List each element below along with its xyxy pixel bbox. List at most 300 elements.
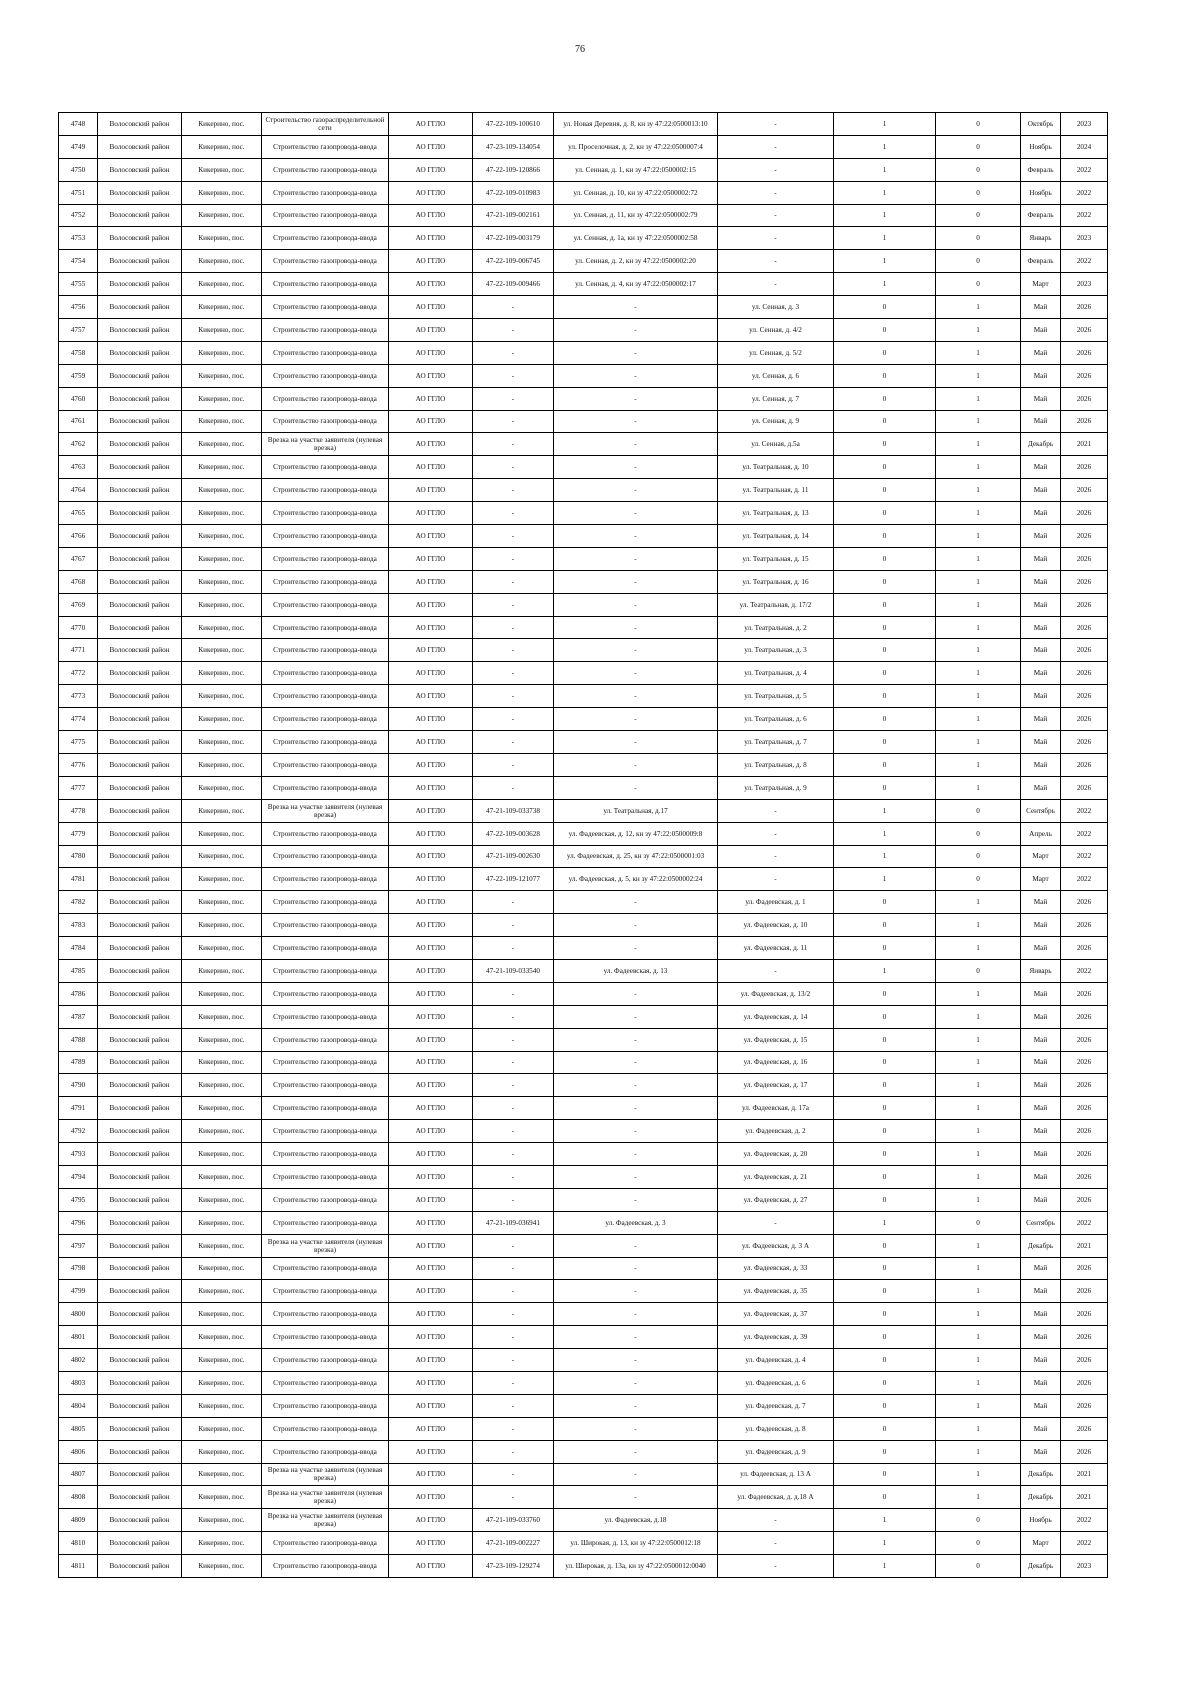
- cell-row-number: 4800: [59, 1303, 98, 1326]
- cell-planned-address: ул. Фадеевская, д. 2: [718, 1120, 834, 1143]
- cell-row-number: 4761: [59, 410, 98, 433]
- table-row: [59, 731, 1108, 754]
- cell-month: Май: [1021, 1188, 1061, 1211]
- cell-locality: Кикерино, пос.: [182, 1326, 262, 1349]
- cell-flag-done: 1: [834, 113, 936, 136]
- cell-organization: АО ГГЛО: [389, 799, 473, 822]
- table-row: [59, 1303, 1108, 1326]
- cell-flag-done: 0: [834, 982, 936, 1005]
- cell-planned-address: -: [718, 845, 834, 868]
- cell-year: 2026: [1061, 1394, 1108, 1417]
- cell-work-type: Строительство газопровода-ввода: [262, 662, 389, 685]
- cell-flag-done: 1: [834, 181, 936, 204]
- cell-district: Волосовский район: [98, 731, 182, 754]
- cell-planned-address: ул. Театральная, д. 16: [718, 570, 834, 593]
- cell-month: Май: [1021, 685, 1061, 708]
- cell-planned-address: -: [718, 204, 834, 227]
- cell-work-type: Строительство газопровода-ввода: [262, 1349, 389, 1372]
- cell-applicant-address: ул. Широкая, д. 13, кн зу 47:22:0500012:18: [554, 1532, 718, 1555]
- cell-month: Май: [1021, 547, 1061, 570]
- cell-planned-address: ул. Фадеевская, д. 10: [718, 914, 834, 937]
- cell-locality: Кикерино, пос.: [182, 776, 262, 799]
- cell-year: 2026: [1061, 1440, 1108, 1463]
- cell-row-number: 4775: [59, 731, 98, 754]
- table-row: [59, 1326, 1108, 1349]
- cell-flag-done: 0: [834, 1417, 936, 1440]
- cell-year: 2026: [1061, 891, 1108, 914]
- cell-year: 2026: [1061, 364, 1108, 387]
- cell-work-type: Строительство газопровода-ввода: [262, 708, 389, 731]
- cell-tu-number: -: [473, 387, 554, 410]
- cell-organization: АО ГГЛО: [389, 845, 473, 868]
- cell-district: Волосовский район: [98, 479, 182, 502]
- cell-flag-done: 0: [834, 776, 936, 799]
- table-row: [59, 1463, 1108, 1486]
- cell-month: Май: [1021, 593, 1061, 616]
- cell-row-number: 4756: [59, 296, 98, 319]
- cell-year: 2026: [1061, 937, 1108, 960]
- cell-organization: АО ГГЛО: [389, 181, 473, 204]
- cell-organization: АО ГГЛО: [389, 1303, 473, 1326]
- cell-flag-planned: 1: [936, 1417, 1021, 1440]
- cell-flag-done: 0: [834, 937, 936, 960]
- cell-applicant-address: ул. Сенная, д. 1а, кн зу 47:22:0500002:58: [554, 227, 718, 250]
- cell-flag-done: 0: [834, 616, 936, 639]
- cell-month: Май: [1021, 982, 1061, 1005]
- cell-month: Март: [1021, 1532, 1061, 1555]
- cell-organization: АО ГГЛО: [389, 959, 473, 982]
- table-row: [59, 135, 1108, 158]
- table-row: [59, 1349, 1108, 1372]
- cell-year: 2026: [1061, 319, 1108, 342]
- cell-planned-address: -: [718, 250, 834, 273]
- cell-flag-planned: 1: [936, 891, 1021, 914]
- cell-tu-number: -: [473, 341, 554, 364]
- cell-row-number: 4811: [59, 1555, 98, 1578]
- cell-applicant-address: ул. Новая Деревня, д. 8, кн зу 47:22:0500013:10: [554, 113, 718, 136]
- cell-applicant-address: -: [554, 1463, 718, 1486]
- cell-organization: АО ГГЛО: [389, 593, 473, 616]
- cell-month: Май: [1021, 1394, 1061, 1417]
- cell-organization: АО ГГЛО: [389, 364, 473, 387]
- cell-flag-done: 0: [834, 1326, 936, 1349]
- cell-row-number: 4799: [59, 1280, 98, 1303]
- cell-tu-number: -: [473, 1120, 554, 1143]
- table-row: [59, 914, 1108, 937]
- cell-work-type: Строительство газопровода-ввода: [262, 158, 389, 181]
- cell-organization: АО ГГЛО: [389, 1555, 473, 1578]
- cell-tu-number: -: [473, 1165, 554, 1188]
- cell-row-number: 4795: [59, 1188, 98, 1211]
- cell-year: 2022: [1061, 204, 1108, 227]
- cell-month: Май: [1021, 662, 1061, 685]
- cell-planned-address: -: [718, 868, 834, 891]
- cell-organization: АО ГГЛО: [389, 937, 473, 960]
- cell-tu-number: -: [473, 502, 554, 525]
- cell-flag-planned: 1: [936, 410, 1021, 433]
- table-row: [59, 1074, 1108, 1097]
- cell-flag-done: 1: [834, 158, 936, 181]
- cell-planned-address: ул. Фадеевская, д. 8: [718, 1417, 834, 1440]
- cell-organization: АО ГГЛО: [389, 456, 473, 479]
- cell-work-type: Строительство газопровода-ввода: [262, 914, 389, 937]
- cell-year: 2026: [1061, 914, 1108, 937]
- cell-applicant-address: -: [554, 937, 718, 960]
- cell-month: Май: [1021, 456, 1061, 479]
- cell-planned-address: -: [718, 1532, 834, 1555]
- cell-row-number: 4794: [59, 1165, 98, 1188]
- table-row: [59, 341, 1108, 364]
- table-row: [59, 1165, 1108, 1188]
- cell-row-number: 4750: [59, 158, 98, 181]
- cell-year: 2026: [1061, 341, 1108, 364]
- cell-planned-address: ул. Фадеевская, д. 16: [718, 1051, 834, 1074]
- cell-flag-planned: 1: [936, 319, 1021, 342]
- cell-tu-number: -: [473, 319, 554, 342]
- cell-applicant-address: ул. Проселочная, д. 2, кн зу 47:22:0500007:4: [554, 135, 718, 158]
- page-number: 76: [575, 44, 585, 55]
- cell-row-number: 4769: [59, 593, 98, 616]
- cell-year: 2026: [1061, 1188, 1108, 1211]
- cell-flag-done: 1: [834, 204, 936, 227]
- cell-flag-done: 0: [834, 296, 936, 319]
- cell-planned-address: -: [718, 135, 834, 158]
- cell-row-number: 4804: [59, 1394, 98, 1417]
- table-row: [59, 616, 1108, 639]
- table-row: [59, 799, 1108, 822]
- cell-month: Май: [1021, 1051, 1061, 1074]
- table-row: [59, 433, 1108, 456]
- cell-tu-number: -: [473, 731, 554, 754]
- cell-work-type: Строительство газопровода-ввода: [262, 776, 389, 799]
- cell-planned-address: ул. Сенная, д. 6: [718, 364, 834, 387]
- cell-tu-number: -: [473, 685, 554, 708]
- cell-row-number: 4766: [59, 525, 98, 548]
- cell-applicant-address: -: [554, 570, 718, 593]
- table-row: [59, 319, 1108, 342]
- table-row: [59, 1211, 1108, 1234]
- cell-organization: АО ГГЛО: [389, 1371, 473, 1394]
- cell-applicant-address: -: [554, 1486, 718, 1509]
- cell-locality: Кикерино, пос.: [182, 1074, 262, 1097]
- cell-row-number: 4802: [59, 1349, 98, 1372]
- cell-flag-done: 0: [834, 1005, 936, 1028]
- cell-organization: АО ГГЛО: [389, 1005, 473, 1028]
- cell-year: 2022: [1061, 1509, 1108, 1532]
- cell-flag-planned: 1: [936, 1463, 1021, 1486]
- cell-row-number: 4793: [59, 1143, 98, 1166]
- cell-work-type: Строительство газопровода-ввода: [262, 1394, 389, 1417]
- cell-month: Май: [1021, 776, 1061, 799]
- cell-district: Волосовский район: [98, 296, 182, 319]
- cell-month: Май: [1021, 1005, 1061, 1028]
- cell-locality: Кикерино, пос.: [182, 1440, 262, 1463]
- cell-flag-planned: 0: [936, 227, 1021, 250]
- cell-flag-done: 1: [834, 845, 936, 868]
- cell-locality: Кикерино, пос.: [182, 662, 262, 685]
- cell-year: 2022: [1061, 822, 1108, 845]
- cell-row-number: 4773: [59, 685, 98, 708]
- cell-flag-done: 0: [834, 1394, 936, 1417]
- cell-tu-number: -: [473, 1097, 554, 1120]
- cell-tu-number: -: [473, 937, 554, 960]
- cell-organization: АО ГГЛО: [389, 868, 473, 891]
- cell-flag-done: 0: [834, 753, 936, 776]
- cell-locality: Кикерино, пос.: [182, 547, 262, 570]
- cell-planned-address: ул. Фадеевская, д. 17: [718, 1074, 834, 1097]
- cell-planned-address: ул. Сенная, д. 4/2: [718, 319, 834, 342]
- cell-applicant-address: -: [554, 616, 718, 639]
- cell-work-type: Строительство газопровода-ввода: [262, 364, 389, 387]
- cell-applicant-address: -: [554, 1303, 718, 1326]
- cell-flag-done: 0: [834, 1188, 936, 1211]
- cell-work-type: Врезка на участке заявителя (нулевая врезка): [262, 1463, 389, 1486]
- cell-flag-done: 1: [834, 273, 936, 296]
- cell-district: Волосовский район: [98, 250, 182, 273]
- cell-flag-done: 0: [834, 570, 936, 593]
- cell-month: Май: [1021, 1303, 1061, 1326]
- cell-year: 2026: [1061, 1074, 1108, 1097]
- cell-year: 2023: [1061, 1555, 1108, 1578]
- cell-row-number: 4792: [59, 1120, 98, 1143]
- cell-year: 2026: [1061, 1280, 1108, 1303]
- cell-row-number: 4771: [59, 639, 98, 662]
- cell-organization: АО ГГЛО: [389, 1188, 473, 1211]
- cell-flag-planned: 1: [936, 776, 1021, 799]
- cell-tu-number: -: [473, 1486, 554, 1509]
- cell-locality: Кикерино, пос.: [182, 1097, 262, 1120]
- cell-organization: АО ГГЛО: [389, 433, 473, 456]
- cell-applicant-address: -: [554, 1394, 718, 1417]
- table-row: [59, 1486, 1108, 1509]
- cell-applicant-address: -: [554, 776, 718, 799]
- cell-district: Волосовский район: [98, 204, 182, 227]
- cell-year: 2022: [1061, 181, 1108, 204]
- cell-applicant-address: -: [554, 982, 718, 1005]
- cell-flag-done: 0: [834, 1463, 936, 1486]
- cell-tu-number: -: [473, 1188, 554, 1211]
- cell-applicant-address: -: [554, 1234, 718, 1257]
- cell-tu-number: -: [473, 1051, 554, 1074]
- cell-applicant-address: -: [554, 1417, 718, 1440]
- cell-district: Волосовский район: [98, 845, 182, 868]
- cell-work-type: Строительство газопровода-ввода: [262, 891, 389, 914]
- cell-work-type: Строительство газопровода-ввода: [262, 822, 389, 845]
- cell-planned-address: ул. Фадеевская, д. 13 А: [718, 1463, 834, 1486]
- cell-flag-done: 0: [834, 662, 936, 685]
- cell-work-type: Строительство газопровода-ввода: [262, 1165, 389, 1188]
- cell-organization: АО ГГЛО: [389, 1257, 473, 1280]
- cell-work-type: Строительство газопровода-ввода: [262, 410, 389, 433]
- cell-tu-number: -: [473, 639, 554, 662]
- cell-applicant-address: -: [554, 479, 718, 502]
- cell-month: Май: [1021, 502, 1061, 525]
- cell-month: Май: [1021, 753, 1061, 776]
- cell-row-number: 4810: [59, 1532, 98, 1555]
- cell-row-number: 4760: [59, 387, 98, 410]
- cell-row-number: 4791: [59, 1097, 98, 1120]
- cell-district: Волосовский район: [98, 525, 182, 548]
- cell-locality: Кикерино, пос.: [182, 1371, 262, 1394]
- cell-planned-address: -: [718, 113, 834, 136]
- cell-locality: Кикерино, пос.: [182, 868, 262, 891]
- cell-row-number: 4789: [59, 1051, 98, 1074]
- cell-flag-done: 0: [834, 1097, 936, 1120]
- cell-row-number: 4785: [59, 959, 98, 982]
- cell-flag-planned: 1: [936, 1394, 1021, 1417]
- cell-organization: АО ГГЛО: [389, 135, 473, 158]
- cell-planned-address: ул. Театральная, д. 17/2: [718, 593, 834, 616]
- cell-work-type: Строительство газопровода-ввода: [262, 845, 389, 868]
- cell-applicant-address: -: [554, 525, 718, 548]
- cell-locality: Кикерино, пос.: [182, 1028, 262, 1051]
- table-row: [59, 1555, 1108, 1578]
- cell-row-number: 4758: [59, 341, 98, 364]
- cell-locality: Кикерино, пос.: [182, 1509, 262, 1532]
- table-row: [59, 1005, 1108, 1028]
- cell-applicant-address: ул. Сенная, д. 2, кн зу 47:22:0500002:20: [554, 250, 718, 273]
- cell-flag-done: 0: [834, 1074, 936, 1097]
- table-row: [59, 410, 1108, 433]
- cell-locality: Кикерино, пос.: [182, 822, 262, 845]
- cell-flag-planned: 1: [936, 593, 1021, 616]
- cell-flag-done: 1: [834, 959, 936, 982]
- cell-planned-address: ул. Фадеевская, д. 13/2: [718, 982, 834, 1005]
- cell-month: Май: [1021, 1120, 1061, 1143]
- cell-flag-planned: 1: [936, 685, 1021, 708]
- cell-row-number: 4807: [59, 1463, 98, 1486]
- cell-month: Май: [1021, 364, 1061, 387]
- cell-work-type: Строительство газопровода-ввода: [262, 1028, 389, 1051]
- cell-district: Волосовский район: [98, 982, 182, 1005]
- cell-month: Май: [1021, 1097, 1061, 1120]
- cell-applicant-address: -: [554, 1440, 718, 1463]
- cell-district: Волосовский район: [98, 708, 182, 731]
- cell-organization: АО ГГЛО: [389, 822, 473, 845]
- cell-month: Сентябрь: [1021, 799, 1061, 822]
- cell-tu-number: 47-21-109-033738: [473, 799, 554, 822]
- cell-work-type: Строительство газопровода-ввода: [262, 1257, 389, 1280]
- cell-month: Май: [1021, 639, 1061, 662]
- cell-district: Волосовский район: [98, 273, 182, 296]
- cell-district: Волосовский район: [98, 1509, 182, 1532]
- cell-flag-planned: 1: [936, 937, 1021, 960]
- cell-work-type: Строительство газопровода-ввода: [262, 204, 389, 227]
- cell-planned-address: -: [718, 959, 834, 982]
- cell-planned-address: -: [718, 1509, 834, 1532]
- cell-tu-number: 47-23-109-134054: [473, 135, 554, 158]
- cell-locality: Кикерино, пос.: [182, 1417, 262, 1440]
- cell-flag-planned: 1: [936, 296, 1021, 319]
- cell-flag-planned: 1: [936, 753, 1021, 776]
- cell-work-type: Врезка на участке заявителя (нулевая врезка): [262, 433, 389, 456]
- cell-year: 2024: [1061, 135, 1108, 158]
- cell-applicant-address: -: [554, 319, 718, 342]
- cell-district: Волосовский район: [98, 937, 182, 960]
- cell-work-type: Врезка на участке заявителя (нулевая врезка): [262, 1234, 389, 1257]
- cell-flag-planned: 1: [936, 456, 1021, 479]
- cell-flag-planned: 1: [936, 616, 1021, 639]
- cell-flag-done: 1: [834, 799, 936, 822]
- cell-locality: Кикерино, пос.: [182, 387, 262, 410]
- cell-flag-done: 0: [834, 1349, 936, 1372]
- cell-month: Ноябрь: [1021, 1509, 1061, 1532]
- cell-flag-done: 0: [834, 914, 936, 937]
- cell-flag-planned: 0: [936, 799, 1021, 822]
- cell-district: Волосовский район: [98, 891, 182, 914]
- cell-locality: Кикерино, пос.: [182, 364, 262, 387]
- cell-district: Волосовский район: [98, 1074, 182, 1097]
- cell-planned-address: ул. Фадеевская, д. 33: [718, 1257, 834, 1280]
- cell-flag-planned: 0: [936, 158, 1021, 181]
- cell-flag-planned: 1: [936, 1120, 1021, 1143]
- table-row: [59, 708, 1108, 731]
- cell-locality: Кикерино, пос.: [182, 273, 262, 296]
- cell-work-type: Строительство газопровода-ввода: [262, 502, 389, 525]
- cell-planned-address: ул. Фадеевская, д. 1: [718, 891, 834, 914]
- cell-year: 2022: [1061, 868, 1108, 891]
- cell-applicant-address: ул. Широкая, д. 13а, кн зу 47:22:0500012:0040: [554, 1555, 718, 1578]
- cell-district: Волосовский район: [98, 364, 182, 387]
- cell-flag-planned: 0: [936, 959, 1021, 982]
- cell-organization: АО ГГЛО: [389, 570, 473, 593]
- cell-applicant-address: -: [554, 1326, 718, 1349]
- cell-work-type: Строительство газопровода-ввода: [262, 753, 389, 776]
- cell-flag-done: 0: [834, 1143, 936, 1166]
- cell-month: Апрель: [1021, 822, 1061, 845]
- cell-district: Волосовский район: [98, 1349, 182, 1372]
- cell-district: Волосовский район: [98, 799, 182, 822]
- cell-flag-done: 0: [834, 502, 936, 525]
- cell-tu-number: -: [473, 1463, 554, 1486]
- cell-planned-address: ул. Фадеевская, д. 3 А: [718, 1234, 834, 1257]
- cell-organization: АО ГГЛО: [389, 1120, 473, 1143]
- table-row: [59, 456, 1108, 479]
- table-row: [59, 959, 1108, 982]
- cell-month: Март: [1021, 273, 1061, 296]
- cell-row-number: 4754: [59, 250, 98, 273]
- cell-applicant-address: -: [554, 1120, 718, 1143]
- cell-work-type: Врезка на участке заявителя (нулевая врезка): [262, 1509, 389, 1532]
- cell-work-type: Строительство газопровода-ввода: [262, 273, 389, 296]
- table-row: [59, 937, 1108, 960]
- table-row: [59, 1120, 1108, 1143]
- cell-organization: АО ГГЛО: [389, 1532, 473, 1555]
- cell-flag-done: 0: [834, 1051, 936, 1074]
- cell-year: 2026: [1061, 1303, 1108, 1326]
- cell-applicant-address: -: [554, 433, 718, 456]
- cell-month: Ноябрь: [1021, 181, 1061, 204]
- cell-flag-done: 0: [834, 319, 936, 342]
- cell-tu-number: -: [473, 1417, 554, 1440]
- cell-tu-number: -: [473, 1303, 554, 1326]
- cell-planned-address: ул. Фадеевская, д. 14: [718, 1005, 834, 1028]
- cell-applicant-address: ул. Театральная, д.17: [554, 799, 718, 822]
- cell-applicant-address: -: [554, 410, 718, 433]
- cell-year: 2022: [1061, 959, 1108, 982]
- cell-flag-done: 0: [834, 456, 936, 479]
- cell-flag-planned: 1: [936, 1143, 1021, 1166]
- cell-organization: АО ГГЛО: [389, 296, 473, 319]
- cell-district: Волосовский район: [98, 319, 182, 342]
- cell-work-type: Строительство газопровода-ввода: [262, 547, 389, 570]
- cell-organization: АО ГГЛО: [389, 776, 473, 799]
- cell-tu-number: 47-21-109-002227: [473, 1532, 554, 1555]
- cell-planned-address: ул. Фадеевская, д. 4: [718, 1349, 834, 1372]
- cell-applicant-address: -: [554, 456, 718, 479]
- cell-row-number: 4805: [59, 1417, 98, 1440]
- cell-tu-number: 47-21-109-036941: [473, 1211, 554, 1234]
